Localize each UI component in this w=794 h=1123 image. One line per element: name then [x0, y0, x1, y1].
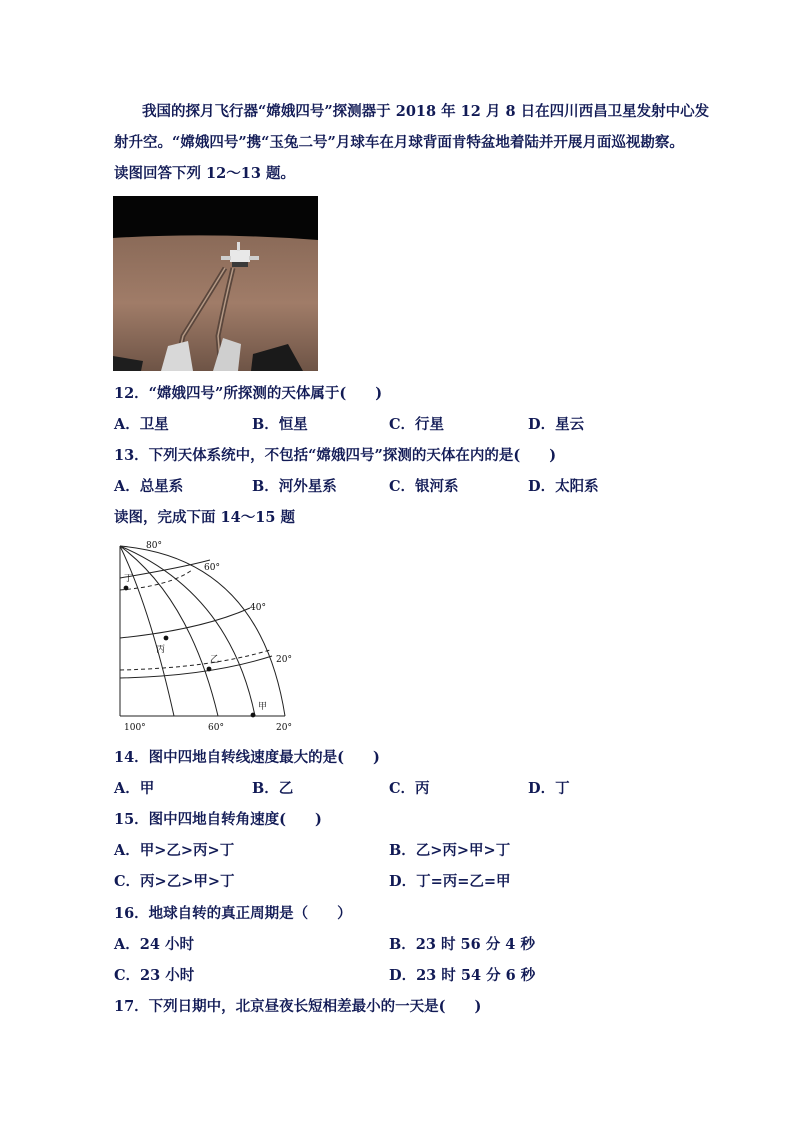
q15-option-a: A．甲>乙>丙>丁 [114, 842, 235, 859]
q14-option-d: D．丁 [528, 780, 570, 797]
q14-option-b: B．乙 [252, 780, 294, 797]
point-yi [207, 667, 212, 672]
q16-option-c: C．23 小时 [114, 967, 195, 984]
q16-option-a: A．24 小时 [114, 936, 194, 953]
q17-stem: 17．下列日期中，北京昼夜长短相差最小的一天是( ) [114, 998, 482, 1015]
point-label-ding: 丁 [124, 574, 134, 584]
q15-option-c: C．丙>乙>甲>丁 [114, 873, 235, 890]
point-bing [164, 636, 169, 641]
q14-option-c: C．丙 [389, 780, 430, 797]
intro-line-3: 读图回答下列 12～13 题。 [114, 165, 295, 182]
lunar-rover-photo [113, 196, 318, 371]
q12-option-a: A．卫星 [114, 416, 169, 433]
q13-option-c: C．银河系 [389, 478, 459, 495]
lon-label-20: 20° [276, 723, 292, 733]
intro-line-1: 我国的探月飞行器“嫦娥四号”探测器于 2018 年 12 月 8 日在四川西昌卫星发射中心发 [142, 103, 710, 120]
q16-stem: 16．地球自转的真正周期是（ ） [114, 905, 352, 922]
q15-stem: 15．图中四地自转角速度( ) [114, 811, 322, 828]
point-label-yi: 乙 [210, 655, 220, 665]
q14-stem: 14．图中四地自转线速度最大的是( ) [114, 749, 380, 766]
section-2-heading: 读图，完成下面 14～15 题 [114, 509, 295, 526]
point-jia [251, 713, 256, 718]
lon-label-100: 100° [124, 723, 146, 733]
q16-option-b: B．23 时 56 分 4 秒 [389, 936, 535, 953]
q13-option-d: D．太阳系 [528, 478, 599, 495]
lon-label-60: 60° [208, 723, 224, 733]
q13-option-a: A．总星系 [114, 478, 184, 495]
q12-option-d: D．星云 [528, 416, 585, 433]
point-label-jia: 甲 [258, 702, 268, 712]
lat-label-80: 80° [146, 541, 162, 551]
q14-option-a: A．甲 [114, 780, 155, 797]
q13-stem: 13．下列天体系统中，不包括“嫦娥四号”探测的天体在内的是( ) [114, 447, 557, 464]
lat-lon-diagram [110, 538, 310, 738]
point-ding [124, 586, 129, 591]
q12-stem: 12．“嫦娥四号”所探测的天体属于( ) [114, 385, 383, 402]
intro-line-2: 射升空。“嫦娥四号”携“玉兔二号”月球车在月球背面肯特盆地着陆并开展月面巡视勘察。 [114, 134, 684, 151]
lat-label-60: 60° [204, 563, 220, 573]
lat-label-40: 40° [250, 603, 266, 613]
q15-option-d: D．丁=丙=乙=甲 [389, 873, 511, 890]
point-label-bing: 丙 [156, 645, 166, 655]
q16-option-d: D．23 时 54 分 6 秒 [389, 967, 536, 984]
lat-label-20: 20° [276, 655, 292, 665]
q12-option-b: B．恒星 [252, 416, 308, 433]
q13-option-b: B．河外星系 [252, 478, 337, 495]
q12-option-c: C．行星 [389, 416, 445, 433]
q15-option-b: B．乙>丙>甲>丁 [389, 842, 511, 859]
